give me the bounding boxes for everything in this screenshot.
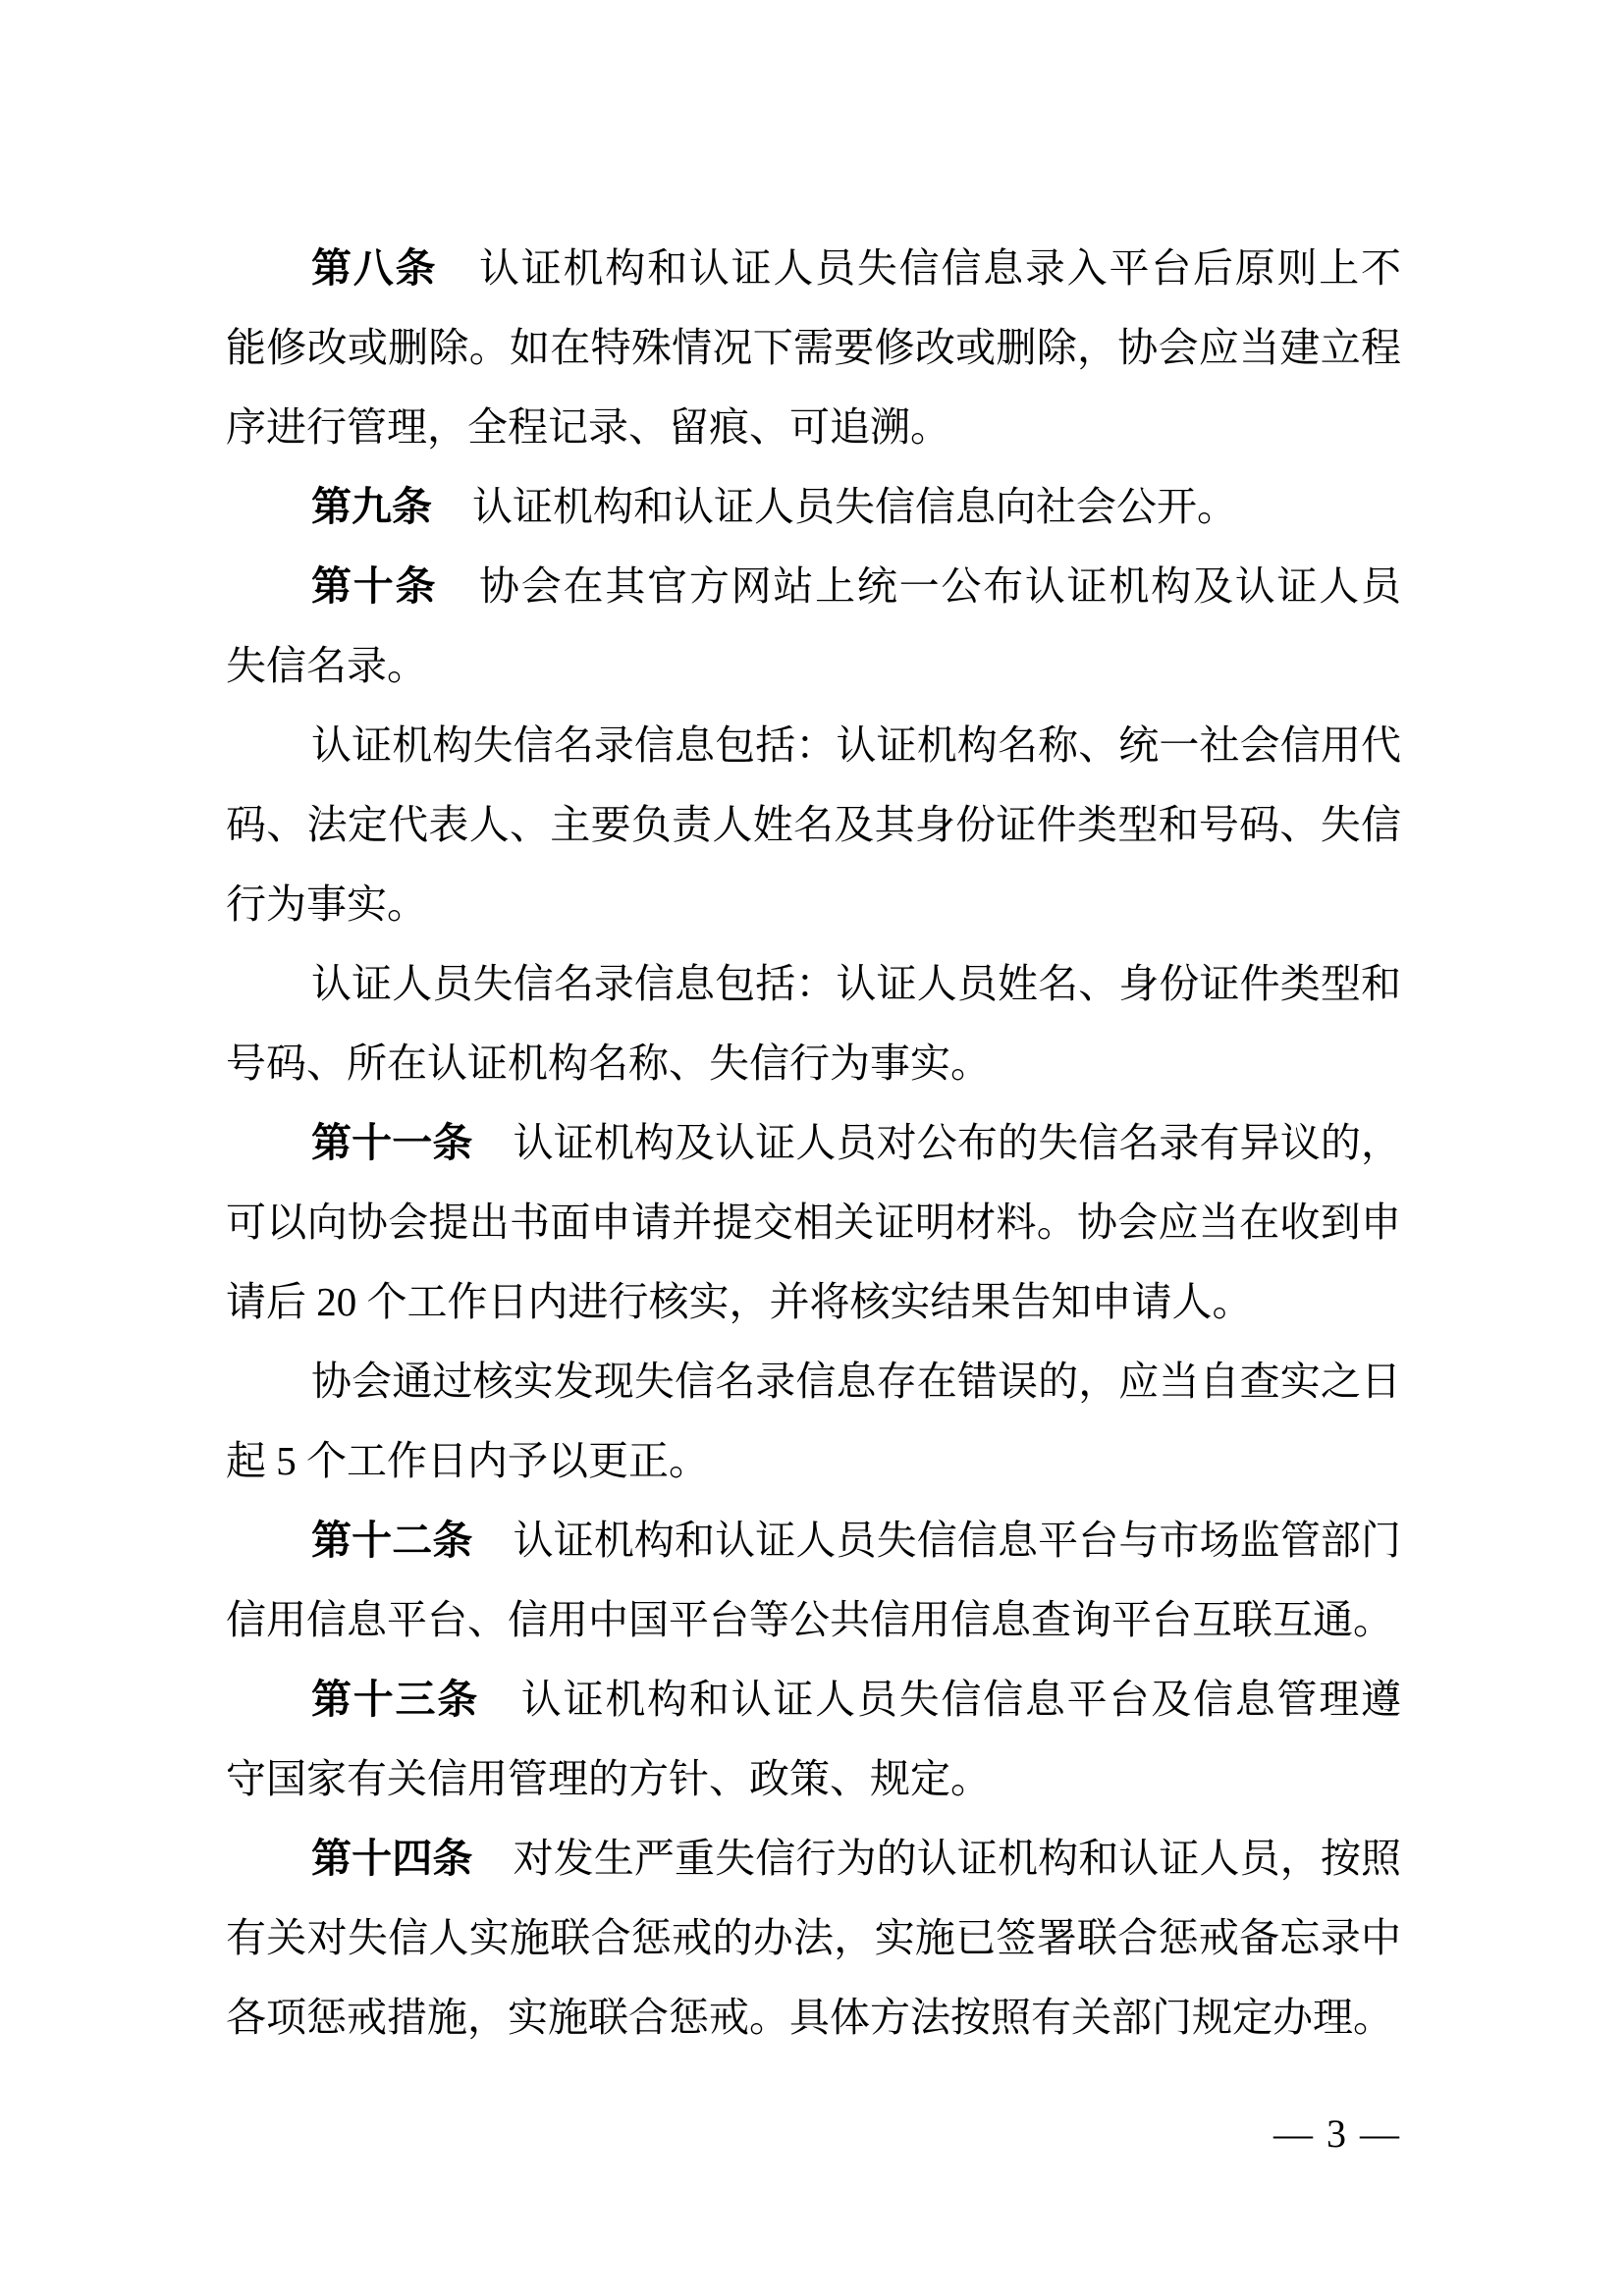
text-segment: 号码、所在认证机构名称、失信行为事实。 — [226, 1041, 991, 1086]
text-line — [226, 1262, 1401, 1342]
text-line — [226, 308, 1401, 388]
text-line — [226, 1739, 1401, 1819]
text-segment: 认证机构和认证人员失信信息平台与市场监管部门 — [472, 1518, 1401, 1563]
text-segment: 起 5 个工作日内予以更正。 — [226, 1438, 709, 1483]
text-line — [226, 944, 1401, 1024]
text-line — [226, 1024, 1401, 1103]
text-line — [226, 865, 1401, 944]
text-line — [226, 785, 1401, 865]
text-line — [226, 1421, 1401, 1501]
page-number: — 3 — — [1273, 2111, 1401, 2156]
text-segment: 认证机构和认证人员失信信息向社会公开。 — [432, 484, 1237, 529]
text-line — [226, 1501, 1401, 1580]
text-line — [226, 229, 1401, 308]
text-segment: 可以向协会提出书面申请并提交相关证明材料。协会应当在收到申 — [226, 1200, 1401, 1245]
text-line — [226, 1898, 1401, 1978]
text-segment: 认证机构及认证人员对公布的失信名录有异议的， — [472, 1120, 1401, 1165]
text-segment: 认证机构和认证人员失信信息平台及信息管理遵 — [479, 1677, 1401, 1722]
text-line — [226, 1342, 1401, 1421]
text-line — [226, 1819, 1401, 1898]
text-line — [226, 706, 1401, 785]
text-segment: 各项惩戒措施，实施联合惩戒。具体方法按照有关部门规定办理。 — [226, 1995, 1393, 2040]
text-segment: 认证机构和认证人员失信信息录入平台后原则上不 — [437, 245, 1401, 291]
article-number: 第八条 — [311, 245, 438, 291]
text-line — [226, 467, 1401, 547]
text-segment: 码、法定代表人、主要负责人姓名及其身份证件类型和号码、失信 — [226, 802, 1401, 847]
text-line — [226, 626, 1401, 706]
text-segment: 协会通过核实发现失信名录信息存在错误的，应当自查实之日 — [311, 1359, 1401, 1404]
text-segment: 协会在其官方网站上统一公布认证机构及认证人员 — [437, 563, 1401, 609]
text-segment: 认证人员失信名录信息包括：认证人员姓名、身份证件类型和 — [311, 961, 1401, 1006]
text-line — [226, 1103, 1401, 1183]
text-line — [226, 388, 1401, 467]
text-segment: 序进行管理，全程记录、留痕、可追溯。 — [226, 404, 950, 450]
article-number: 第十三条 — [311, 1677, 480, 1722]
text-segment: 行为事实。 — [226, 881, 427, 927]
article-number: 第十一条 — [311, 1120, 473, 1165]
article-number: 第十条 — [311, 563, 438, 609]
text-line — [226, 1660, 1401, 1739]
text-line — [226, 547, 1401, 626]
document-body — [226, 229, 1401, 2057]
text-line — [226, 1580, 1401, 1660]
text-line — [226, 1978, 1401, 2057]
text-segment: 守国家有关信用管理的方针、政策、规定。 — [226, 1756, 991, 1801]
article-number: 第十二条 — [311, 1518, 473, 1563]
text-segment: 失信名录。 — [226, 643, 427, 688]
article-number: 第十四条 — [311, 1836, 473, 1881]
text-segment: 认证机构失信名录信息包括：认证机构名称、统一社会信用代 — [311, 722, 1401, 768]
text-segment: 信用信息平台、信用中国平台等公共信用信息查询平台互联互通。 — [226, 1597, 1393, 1642]
text-segment: 请后 20 个工作日内进行核实，并将核实结果告知申请人。 — [226, 1279, 1253, 1324]
text-segment: 有关对失信人实施联合惩戒的办法，实施已签署联合惩戒备忘录中 — [226, 1915, 1401, 1960]
article-number: 第九条 — [311, 484, 432, 529]
text-segment: 对发生严重失信行为的认证机构和认证人员，按照 — [472, 1836, 1401, 1881]
text-line — [226, 1183, 1401, 1262]
text-segment: 能修改或删除。如在特殊情况下需要修改或删除，协会应当建立程 — [226, 325, 1401, 370]
